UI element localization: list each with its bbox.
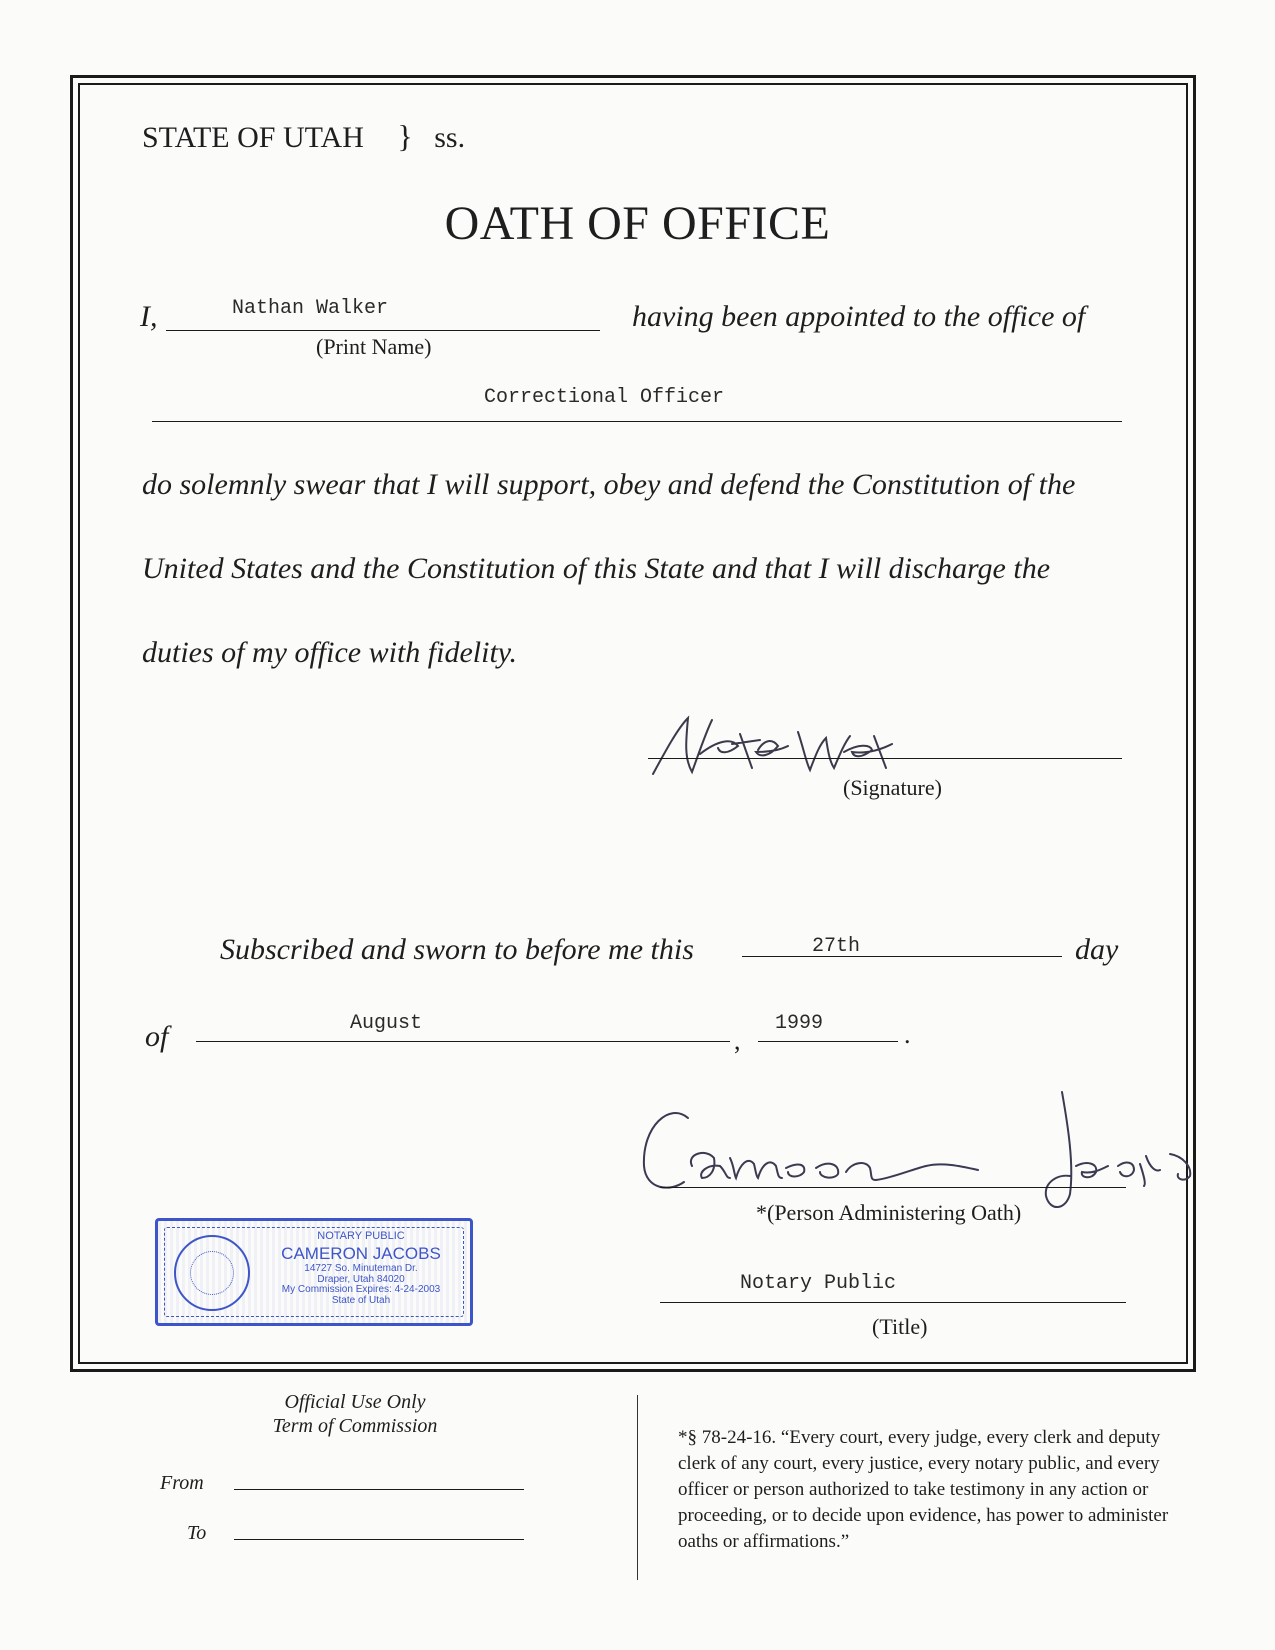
year-line — [758, 1041, 898, 1042]
seal-text-block — [258, 1231, 464, 1306]
month-line — [196, 1041, 730, 1042]
oath-line-2: United States and the Constitution of this State and that I will discharge the — [142, 552, 1051, 585]
signature-line — [648, 758, 1122, 759]
office-line — [152, 421, 1122, 422]
appointed-text: having been appointed to the office of — [632, 300, 1086, 333]
office-value: Correctional Officer — [484, 386, 725, 409]
year-value: 1999 — [775, 1012, 824, 1035]
state-header — [142, 118, 465, 155]
document-title: OATH OF OFFICE — [444, 197, 831, 250]
seal-line-4: Draper, Utah 84020 — [317, 1273, 405, 1285]
oath-line-1: do solemnly swear that I will support, obey and defend the Constitution of the — [142, 468, 1076, 501]
month-value: August — [350, 1012, 423, 1035]
name-line — [166, 330, 600, 331]
to-line — [234, 1539, 524, 1540]
printed-name-value: Nathan Walker — [232, 297, 389, 320]
administrator-label: *(Person Administering Oath) — [756, 1200, 1022, 1225]
official-use-line-2: Term of Commission — [272, 1415, 438, 1437]
prefix-i: I, — [140, 300, 158, 333]
day-line — [742, 956, 1062, 957]
subscribed-text: Subscribed and sworn to before me this — [220, 933, 694, 966]
day-word: day — [1075, 933, 1119, 966]
ss-abbrev: ss. — [434, 121, 466, 154]
title-label: (Title) — [872, 1314, 928, 1339]
print-name-label: (Print Name) — [316, 334, 432, 359]
date-period: . — [904, 1020, 911, 1049]
to-label: To — [187, 1522, 207, 1544]
date-comma: , — [734, 1026, 741, 1055]
seal-line-2: CAMERON JACOBS — [281, 1243, 441, 1263]
seal-line-1: NOTARY PUBLIC — [317, 1230, 405, 1242]
statute-note: *§ 78-24-16. “Every court, every judge, every clerk and deputy clerk of any court, every justice, every notary public, and every officer or person authorized to take testimony in any action or proceeding, or to decide upon evidence, has power to administer oaths or affirmations.” — [678, 1427, 1169, 1552]
title-line — [660, 1302, 1126, 1303]
of-word: of — [145, 1020, 169, 1053]
title-value: Notary Public — [740, 1272, 897, 1295]
state-name: STATE OF UTAH — [142, 121, 364, 154]
notary-seal-stamp — [155, 1218, 473, 1326]
official-use-line-1: Official Use Only — [284, 1391, 426, 1413]
oath-line-3: duties of my office with fidelity. — [142, 636, 517, 669]
from-line — [234, 1489, 524, 1490]
brace: } — [397, 118, 413, 154]
seal-line-3: 14727 So. Minuteman Dr. — [304, 1263, 418, 1275]
state-seal-emblem-icon — [174, 1235, 250, 1311]
footer-divider — [637, 1395, 638, 1580]
oath-taker-signature — [648, 710, 908, 782]
seal-line-6: State of Utah — [331, 1294, 391, 1306]
administrator-line — [660, 1187, 1126, 1188]
signature-label: (Signature) — [843, 775, 942, 800]
seal-line-5: My Commission Expires: 4-24-2003 — [281, 1284, 441, 1296]
day-value: 27th — [812, 935, 861, 958]
from-label: From — [160, 1472, 204, 1494]
